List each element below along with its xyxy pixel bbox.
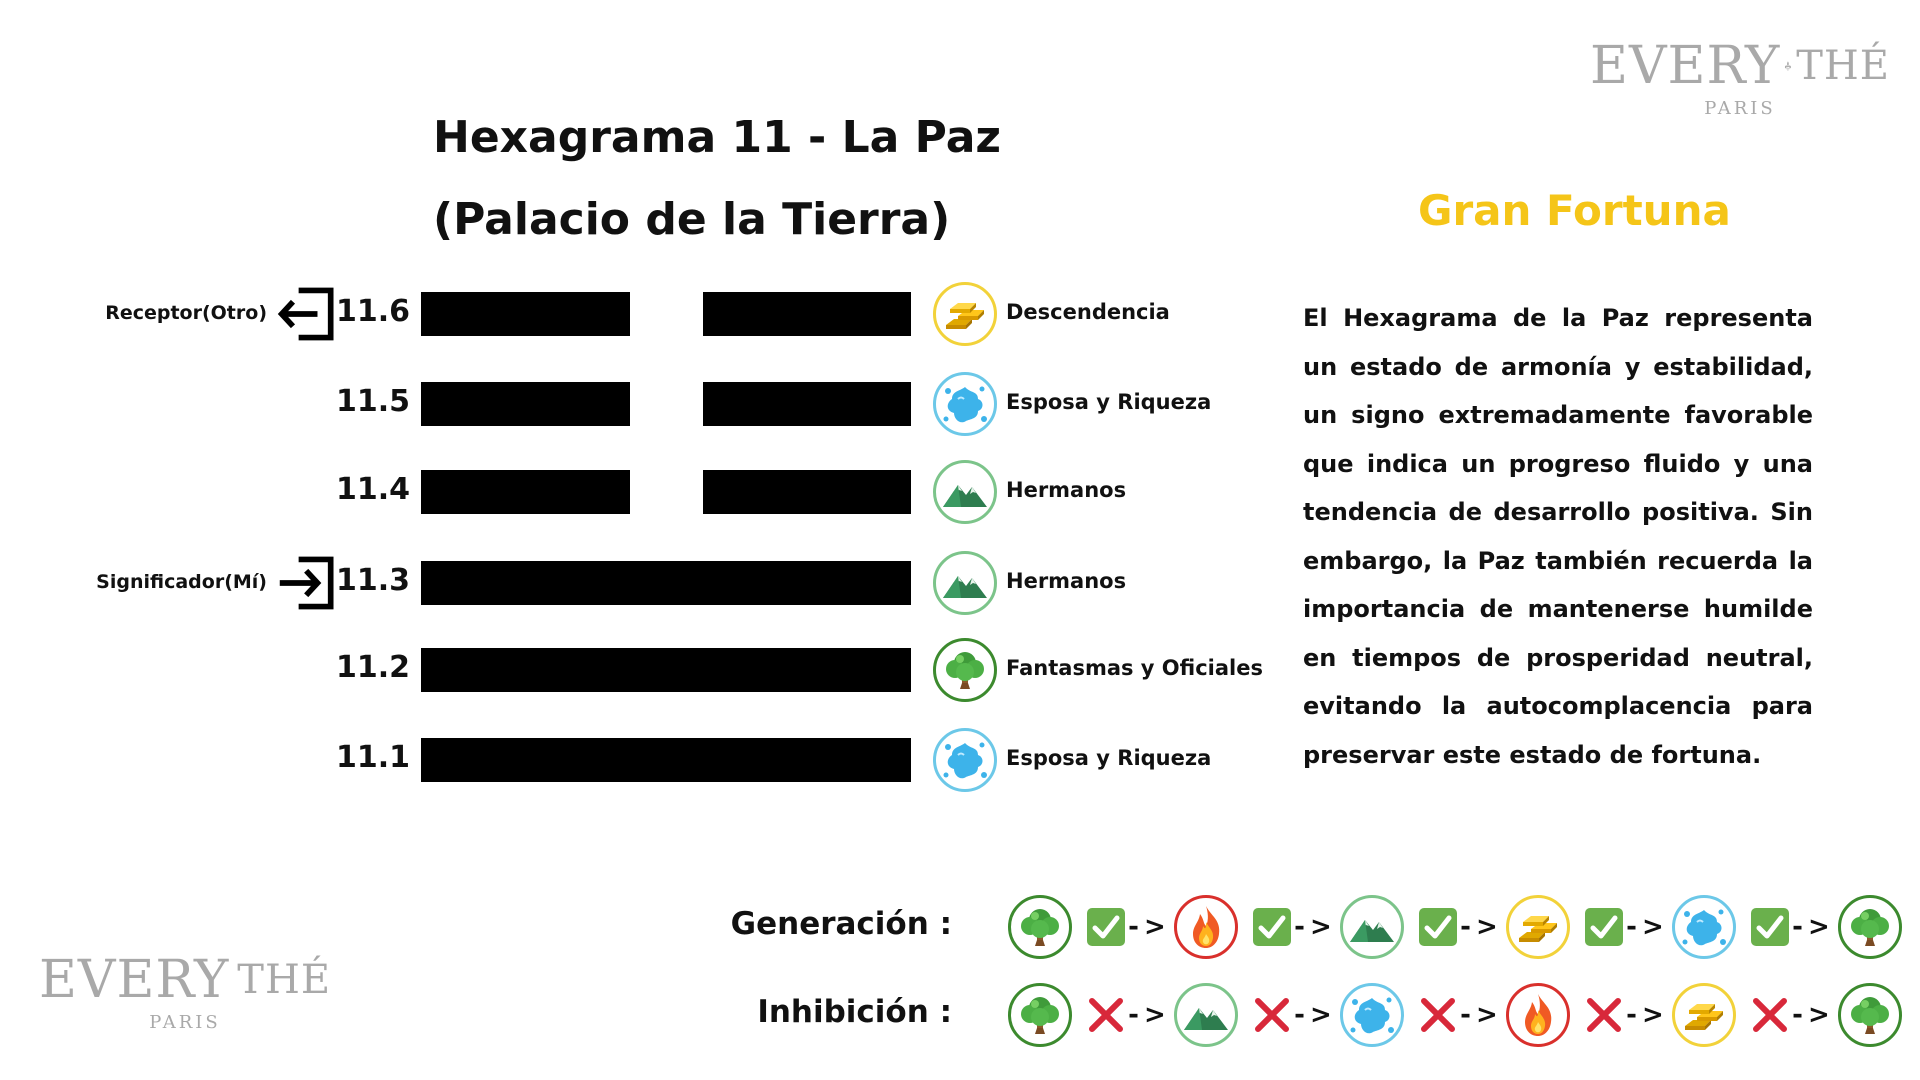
gold-icon	[1506, 895, 1570, 959]
cycle-arrow: - >	[1128, 912, 1164, 942]
line-relation: Hermanos	[1006, 569, 1127, 593]
mountain-icon	[933, 460, 997, 524]
fire-icon	[1174, 895, 1238, 959]
tree-icon	[1008, 983, 1072, 1047]
cycle-arrow: - >	[1792, 912, 1828, 942]
tree-icon	[1008, 895, 1072, 959]
hexagram-title: Hexagrama 11 - La Paz	[433, 112, 1002, 163]
inhibition-cycle	[1008, 983, 1902, 1047]
fortune-label: Gran Fortuna	[1418, 186, 1731, 235]
brand-logo-top	[1590, 36, 1890, 119]
mountain-icon	[1174, 983, 1238, 1047]
line-marker-label: Significador(Mí)	[96, 571, 267, 593]
fleur-de-lis-icon	[1784, 44, 1792, 88]
generation-label: Generación :	[730, 906, 952, 942]
line-relation: Descendencia	[1006, 300, 1170, 324]
line-label: 11.6	[335, 294, 410, 329]
yang-line	[421, 561, 911, 605]
mountain-icon	[933, 551, 997, 615]
line-relation: Esposa y Riqueza	[1006, 746, 1212, 770]
yin-line-left	[421, 382, 630, 426]
brand-logo-bottom	[40, 950, 330, 1033]
cross-icon	[1750, 995, 1790, 1035]
check-icon	[1584, 907, 1624, 947]
water-icon	[1672, 895, 1736, 959]
brand-sub: PARIS	[1704, 98, 1776, 119]
check-icon	[1252, 907, 1292, 947]
tree-icon	[1838, 895, 1902, 959]
line-relation: Hermanos	[1006, 478, 1127, 502]
hexagram-description: El Hexagrama de la Paz representa un estado de armonía y estabilidad, un signo extremadamente favorable que indica un progreso fluido y una tendencia de desarrollo positiva. Sin embargo, la Paz también recuerda la importancia de mantenerse humilde en tiempos de prosperidad neutral, evitando la autocomplacencia para preservar este estado de fortuna.	[1303, 304, 1813, 769]
yang-line	[421, 648, 911, 692]
line-label: 11.3	[335, 563, 410, 598]
line-relation: Fantasmas y Oficiales	[1006, 656, 1263, 680]
cycle-arrow: - >	[1460, 1000, 1496, 1030]
generation-cycle	[1008, 895, 1902, 959]
water-icon	[1340, 983, 1404, 1047]
line-label: 11.4	[335, 472, 410, 507]
cycle-arrow: - >	[1626, 1000, 1662, 1030]
brand-name-right: THÉ	[1796, 43, 1890, 89]
cross-icon	[1418, 995, 1458, 1035]
cross-icon	[1252, 995, 1292, 1035]
cycle-arrow: - >	[1792, 1000, 1828, 1030]
water-icon	[933, 728, 997, 792]
mountain-icon	[1340, 895, 1404, 959]
cross-icon	[1086, 995, 1126, 1035]
brand-name-right: THÉ	[237, 957, 332, 1003]
check-icon	[1086, 907, 1126, 947]
line-label: 11.5	[335, 384, 410, 419]
gold-icon	[933, 282, 997, 346]
gold-icon	[1672, 983, 1736, 1047]
brand-name-left: EVERY	[38, 950, 230, 1010]
cycle-arrow: - >	[1626, 912, 1662, 942]
exit-icon	[276, 281, 342, 351]
hexagram-subtitle: (Palacio de la Tierra)	[433, 194, 951, 245]
line-relation: Esposa y Riqueza	[1006, 390, 1212, 414]
enter-icon	[276, 550, 342, 620]
line-label: 11.2	[335, 650, 410, 685]
line-marker-label: Receptor(Otro)	[105, 302, 267, 324]
cycle-arrow: - >	[1460, 912, 1496, 942]
inhibition-label: Inhibición :	[757, 994, 952, 1030]
check-icon	[1418, 907, 1458, 947]
brand-sub: PARIS	[149, 1012, 221, 1033]
brand-name-left: EVERY	[1590, 36, 1781, 96]
cycle-arrow: - >	[1294, 1000, 1330, 1030]
fire-icon	[1506, 983, 1570, 1047]
tree-icon	[933, 638, 997, 702]
cycle-arrow: - >	[1294, 912, 1330, 942]
yang-line	[421, 738, 911, 782]
cycle-arrow: - >	[1128, 1000, 1164, 1030]
check-icon	[1750, 907, 1790, 947]
yin-line-left	[421, 292, 630, 336]
water-icon	[933, 372, 997, 436]
line-label: 11.1	[335, 740, 410, 775]
yin-line-right	[703, 382, 911, 426]
yin-line-right	[703, 292, 911, 336]
yin-line-right	[703, 470, 911, 514]
tree-icon	[1838, 983, 1902, 1047]
yin-line-left	[421, 470, 630, 514]
cross-icon	[1584, 995, 1624, 1035]
